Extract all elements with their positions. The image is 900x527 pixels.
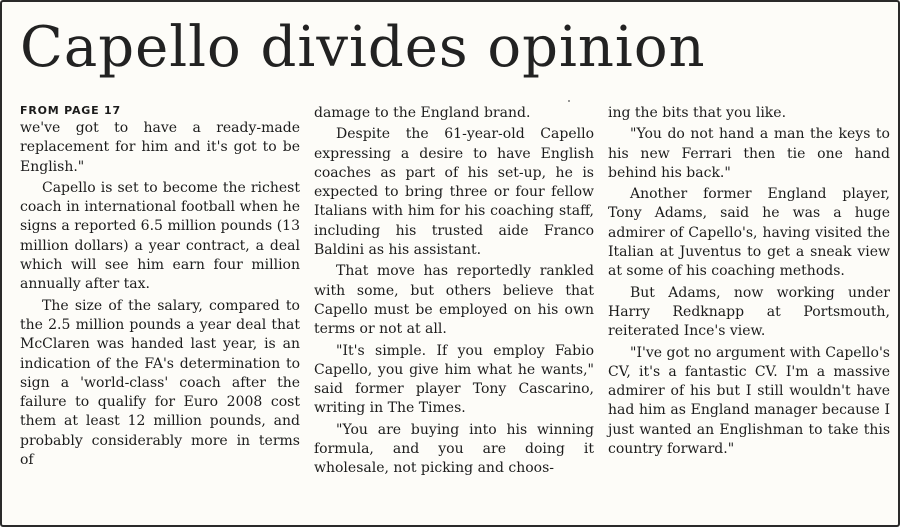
paragraph: we've got to have a ready-made replacement for him and it's got to be English.": [20, 120, 300, 175]
paragraph: "You are buying into his winning formula, and you are doing it wholesale, not picking and choos-: [314, 421, 594, 477]
article-column-3: [608, 104, 890, 459]
paragraph: damage to the England brand.: [314, 105, 531, 121]
scan-speck: [568, 100, 570, 102]
paragraph: But Adams, now working under Harry Redknapp at Portsmouth, reiterated Ince's view.: [608, 284, 890, 340]
continuation-kicker: FROM PAGE 17: [20, 104, 121, 117]
article-column-2: [314, 104, 594, 479]
paragraph: "I've got no argument with Capello's CV, it's a fantastic CV. I'm a massive admirer of his but I still wouldn't have had him as England manager because I just wanted an Englishman to take this country forward.": [608, 344, 890, 458]
paragraph: Capello is set to become the richest coach in international football when he signs a reported 6.5 million pounds (13 million dollars) a year contract, a deal which will see him earn four million annually after tax.: [20, 179, 300, 293]
paragraph: "You do not hand a man the keys to his new Ferrari then tie one hand behind his back.": [608, 126, 890, 181]
paragraph: Another former England player, Tony Adams, said he was a huge admirer of Capello's, having visited the Italian at Juventus to get a sneak view at some of his coaching methods.: [608, 186, 890, 280]
paragraph: The size of the salary, compared to the 2.5 million pounds a year deal that McClaren was handed last year, is an indication of the FA's determination to sign a 'world-class' coach after the failure to qualify for Euro 2008 cost them at least 12 million pounds, and probably considerably more in terms of: [20, 297, 300, 469]
paragraph: "It's simple. If you employ Fabio Capello, you give him what he wants," said former player Tony Cascarino, writing in The Times.: [314, 342, 594, 417]
article-column-1: [20, 104, 300, 470]
paragraph: Despite the 61-year-old Capello expressing a desire to have English coaches as part of his set-up, he is expected to bring three or four fellow Italians with him for his coaching staff, including his trusted aide Franco Baldini as his assistant.: [314, 126, 594, 259]
paragraph: ing the bits that you like.: [608, 105, 787, 121]
paragraph: That move has reportedly rankled with some, but others believe that Capello must be employed on his own terms or not at all.: [314, 263, 594, 338]
headline: Capello divides opinion: [20, 15, 706, 80]
